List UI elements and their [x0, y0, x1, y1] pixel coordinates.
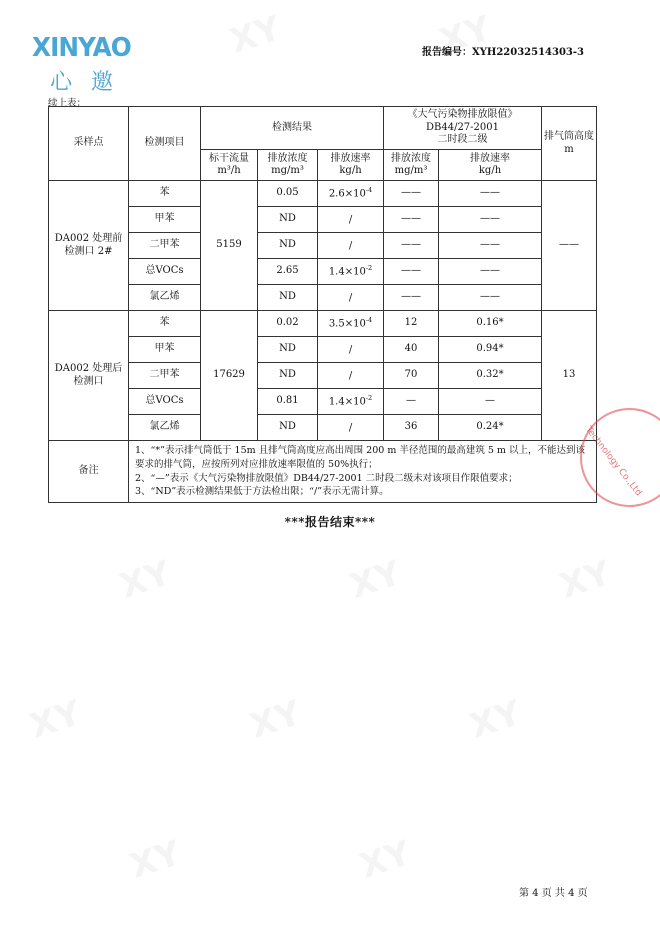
conc-cell: ND — [258, 363, 318, 389]
watermark — [555, 553, 616, 607]
limit-conc-cell: 40 — [384, 337, 439, 363]
conc-cell: 0.81 — [258, 389, 318, 415]
table-row — [49, 337, 597, 363]
limit-conc-cell: — — [384, 389, 439, 415]
limit-rate-cell: —— — [439, 181, 542, 207]
limit-conc-cell: —— — [384, 181, 439, 207]
remarks-label: 备注 — [49, 441, 129, 503]
conc-cell: 0.02 — [258, 311, 318, 337]
limit-conc-cell: —— — [384, 259, 439, 285]
rate-cell: / — [318, 415, 384, 441]
limit-rate-cell: —— — [439, 207, 542, 233]
rate-cell: / — [318, 363, 384, 389]
limit-conc-cell: 70 — [384, 363, 439, 389]
item-cell: 二甲苯 — [129, 363, 201, 389]
limit-class: 二时段二级 — [437, 134, 488, 146]
conc-cell: 2.65 — [258, 259, 318, 285]
sub-rate: 排放速率 kg/h — [318, 150, 384, 181]
limit-conc-cell: 36 — [384, 415, 439, 441]
sub-conc: 排放浓度 mg/m³ — [258, 150, 318, 181]
conc-cell: ND — [258, 207, 318, 233]
limit-rate-cell: — — [439, 389, 542, 415]
report-end: ***报告结束*** — [284, 515, 376, 529]
table-row — [49, 311, 597, 337]
page-number: 第 4 页 共 4 页 — [519, 888, 588, 899]
table-row — [49, 285, 597, 311]
continued-label: 续上表： — [48, 98, 87, 109]
col-limit — [384, 107, 542, 150]
limit-conc-cell: 12 — [384, 311, 439, 337]
item-cell: 氯乙烯 — [129, 415, 201, 441]
watermark — [245, 693, 306, 747]
remarks-row — [49, 441, 597, 503]
limit-rate-cell: 0.94* — [439, 337, 542, 363]
results-body — [49, 181, 597, 441]
sampling-point: DA002 处理前 检测口 2# — [49, 181, 129, 311]
item-cell: 苯 — [129, 181, 201, 207]
limit-rate-cell: —— — [439, 259, 542, 285]
limit-conc-cell: —— — [384, 285, 439, 311]
remarks-text: 1、“*”表示排气筒低于 15m 且排气筒高度应高出周围 200 m 半径范围的最高建筑 5 m 以上，不能达到该要求的排气筒，应按所列对应排放速率限值的 50%执行； 2、“—”表示《大气污染物排放限值》DB44/27-2001 二时段二级未对该项目作限值要求； 3、“ND”表示检测结果低于方法检出限；“/”表示无需计算。 — [129, 441, 597, 503]
item-cell: 氯乙烯 — [129, 285, 201, 311]
sub-limit-rate: 排放速率 kg/h — [439, 150, 542, 181]
rate-cell: / — [318, 207, 384, 233]
seal-text: Technology Co.,Ltd — [583, 425, 644, 499]
report-number: 报告编号：XYH22032514303-3 — [422, 47, 584, 58]
limit-conc-cell: —— — [384, 207, 439, 233]
height-cell: 13 — [542, 311, 597, 441]
flow-cell: 5159 — [201, 181, 258, 311]
limit-rate-cell: 0.32* — [439, 363, 542, 389]
col-results: 检测结果 — [201, 107, 384, 150]
sampling-point: DA002 处理后 检测口 — [49, 311, 129, 441]
item-cell: 苯 — [129, 311, 201, 337]
rate-cell: $1.4\times 10^{-2}$ — [318, 389, 384, 415]
sub-limit-conc: 排放浓度 mg/m³ — [384, 150, 439, 181]
limit-conc-cell: —— — [384, 233, 439, 259]
watermark — [225, 8, 286, 62]
watermark — [25, 693, 86, 747]
rate-cell: / — [318, 285, 384, 311]
col-stack-height: 排气筒高度 m — [542, 107, 597, 181]
results-table — [48, 106, 597, 503]
table-row — [49, 233, 597, 259]
company-logo-cn: 心 邀 — [50, 70, 119, 95]
limit-rate-cell: —— — [439, 233, 542, 259]
conc-cell: ND — [258, 415, 318, 441]
item-cell: 甲苯 — [129, 337, 201, 363]
table-row — [49, 259, 597, 285]
watermark — [465, 693, 526, 747]
table-row — [49, 363, 597, 389]
col-item: 检测项目 — [129, 107, 201, 181]
limit-std: DB44/27-2001 — [425, 121, 499, 133]
limit-rate-cell: 0.16* — [439, 311, 542, 337]
height-cell: —— — [542, 181, 597, 311]
conc-cell: ND — [258, 233, 318, 259]
table-row — [49, 207, 597, 233]
limit-rate-cell: 0.24* — [439, 415, 542, 441]
conc-cell: ND — [258, 285, 318, 311]
header-row-1 — [49, 107, 597, 150]
table-row — [49, 389, 597, 415]
table-row — [49, 181, 597, 207]
flow-cell: 17629 — [201, 311, 258, 441]
conc-cell: ND — [258, 337, 318, 363]
rate-cell: / — [318, 233, 384, 259]
rate-cell: $1.4\times 10^{-2}$ — [318, 259, 384, 285]
company-logo-en: XINYAO — [32, 33, 131, 63]
item-cell: 总VOCs — [129, 259, 201, 285]
watermark — [355, 833, 416, 887]
watermark — [345, 553, 406, 607]
watermark — [125, 833, 186, 887]
limit-rate-cell: —— — [439, 285, 542, 311]
table-row — [49, 415, 597, 441]
limit-title: 《大气污染物排放限值》 — [407, 109, 518, 121]
item-cell: 二甲苯 — [129, 233, 201, 259]
item-cell: 甲苯 — [129, 207, 201, 233]
conc-cell: 0.05 — [258, 181, 318, 207]
sub-flow: 标干流量 m³/h — [201, 150, 258, 181]
rate-cell: / — [318, 337, 384, 363]
watermark — [115, 553, 176, 607]
rate-cell: $3.5\times 10^{-4}$ — [318, 311, 384, 337]
col-sampling-point: 采样点 — [49, 107, 129, 181]
item-cell: 总VOCs — [129, 389, 201, 415]
rate-cell: $2.6\times 10^{-4}$ — [318, 181, 384, 207]
